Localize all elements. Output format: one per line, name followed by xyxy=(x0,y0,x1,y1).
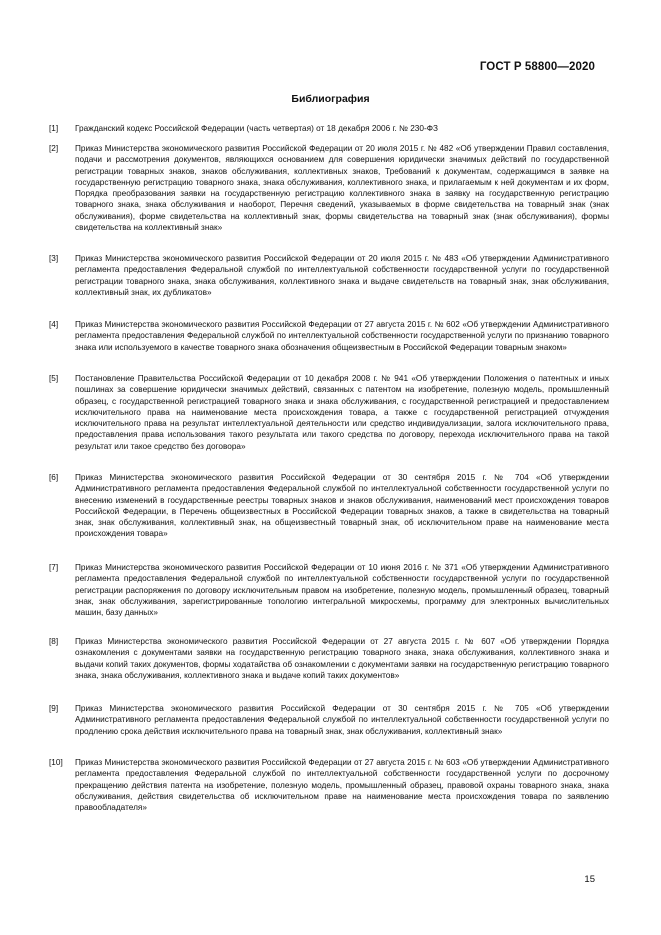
reference-number: [3] xyxy=(49,254,59,263)
reference-item xyxy=(49,703,609,737)
reference-text: Приказ Министерства экономического развития Российской Федерации от 30 сентября 2015 г. № 705 «Об утверждении Административного регламента предоставления Федеральной службой по интеллектуальной собственности государственной услуги по продлению срока действия исключительного права на товарный знак, знак обслуживания, коллективный знак» xyxy=(75,704,609,736)
reference-number: [10] xyxy=(49,758,63,767)
reference-text: Приказ Министерства экономического развития Российской Федерации от 27 августа 2015 г. № 603 «Об утверждении Административного регламента предоставления Федеральной службой по интеллектуальной собственности государственной услуги по досрочному прекращению действия патента на изобретение, полезную модель, промышленный образец, правовой охраны товарного знака, знака обслуживания, действия свидетельства об исключительном праве на наименование места происхождения товара по заявлению правообладателя» xyxy=(75,758,609,813)
reference-item xyxy=(49,319,609,353)
reference-item xyxy=(49,562,609,618)
reference-number: [7] xyxy=(49,563,59,572)
reference-item xyxy=(49,472,609,540)
reference-number: [9] xyxy=(49,704,59,713)
reference-text: Приказ Министерства экономического развития Российской Федерации от 20 июля 2015 г. № 483 «Об утверждении Административного регламента предоставления Федеральной службой по интеллектуальной собственности государственной услуги по государственной регистрации товарного знака, знака обслуживания, коллективного знака и выдаче свидетельств на товарный знак, знак обслуживания, коллективный знак, их дубликатов» xyxy=(75,254,609,297)
section-title: Библиография xyxy=(291,93,370,105)
reference-item xyxy=(49,636,609,681)
reference-number: [6] xyxy=(49,473,59,482)
reference-number: [8] xyxy=(49,637,59,646)
reference-text: Гражданский кодекс Российской Федерации (часть четвертая) от 18 декабря 2006 г. № 230-ФЗ xyxy=(75,124,438,133)
reference-number: [2] xyxy=(49,144,59,153)
reference-text: Приказ Министерства экономического развития Российской Федерации от 27 августа 2015 г. № 602 «Об утверждении Административного регламента предоставления Федеральной службой по интеллектуальной собственности государственной услуги по признанию товарного знака или используемого в качестве товарного знака обозначения общеизвестным в Российской Федерации товарным знаком» xyxy=(75,320,609,352)
reference-item xyxy=(49,123,609,134)
reference-item xyxy=(49,143,609,233)
reference-number: [4] xyxy=(49,320,59,329)
reference-number: [1] xyxy=(49,124,59,133)
reference-item xyxy=(49,757,609,813)
reference-item xyxy=(49,253,609,298)
reference-item xyxy=(49,373,609,452)
reference-text: Приказ Министерства экономического развития Российской Федерации от 10 июня 2016 г. № 371 «Об утверждении Административного регламента предоставления Федеральной службой по интеллектуальной собственности государственной услуги по государственной регистрации распоряжения по договору исключительным правом на изобретение, полезную модель, промышленный образец, товарный знак, знак обслуживания, зарегистрированные топологию интегральной микросхемы, программу для электронных вычислительных машин, базу данных» xyxy=(75,563,609,618)
reference-text: Приказ Министерства экономического развития Российской Федерации от 20 июля 2015 г. № 482 «Об утверждении Правил составления, подачи и рассмотрения документов, являющихся основанием для совершения юридически значимых действий по государственной регистрации товарных знаков, знаков обслуживания, коллективных знаков, Требований к документам, содержащимся в заявке на государственную регистрацию товарного знака, знака обслуживания, коллективного знака, и прилагаемым к ней документам и их форм, Порядка преобразования заявки на государственную регистрацию коллективного знака в заявку на государственную регистрацию товарного знака, знака обслуживания и наоборот, Перечня сведений, указываемых в форме свидетельства на товарный знак (знак обслуживания), форме свидетельства на коллективный знак, формы свидетельства на товарный знак (знак обслуживания), формы свидетельства на коллективный знак» xyxy=(75,144,609,233)
reference-number: [5] xyxy=(49,374,59,383)
reference-text: Постановление Правительства Российской Федерации от 10 декабря 2008 г. № 941 «Об утверждении Положения о патентных и иных пошлинах за совершение юридически значимых действий, связанных с патентом на изобретение, полезную модель, промышленный образец, с государственной регистрацией товарного знака и знака обслуживания, с государственной регистрацией и предоставлением исключительного права на наименование места происхождения товара, а также с государственной регистрацией отчуждения исключительного права на результат интеллектуальной деятельности или средство индивидуализации, залога исключительного права, предоставления права использования такого результата или такого средства по договору, перехода исключительного права на такой результат или такое средство без договора» xyxy=(75,374,609,451)
reference-text: Приказ Министерства экономического развития Российской Федерации от 30 сентября 2015 г. № 704 «Об утверждении Административного регламента предоставления Федеральной службой по интеллектуальной собственности государственной услуги по внесению изменений в государственные реестры товарных знаков и знаков обслуживания, наименований мест происхождения товаров Российской Федерации, в Перечень общеизвестных в Российской Федерации товарных знаков, а также в свидетельства на товарный знак, знак обслуживания, коллективный знак, на общеизвестный товарный знак, об исключительном праве на наименование места происхождения товара» xyxy=(75,473,609,539)
document-code: ГОСТ Р 58800—2020 xyxy=(479,61,595,73)
reference-text: Приказ Министерства экономического развития Российской Федерации от 27 августа 2015 г. № 607 «Об утверждении Порядка ознакомления с документами заявки на государственную регистрацию товарного знака, знака обслуживания, коллективного знака и выдачи копий таких документов, формы ходатайства об ознакомлении с документами заявки на государственную регистрацию товарного знака, знака обслуживания, коллективного знака и выдаче копий таких документов» xyxy=(75,637,609,680)
page-number: 15 xyxy=(584,874,595,885)
